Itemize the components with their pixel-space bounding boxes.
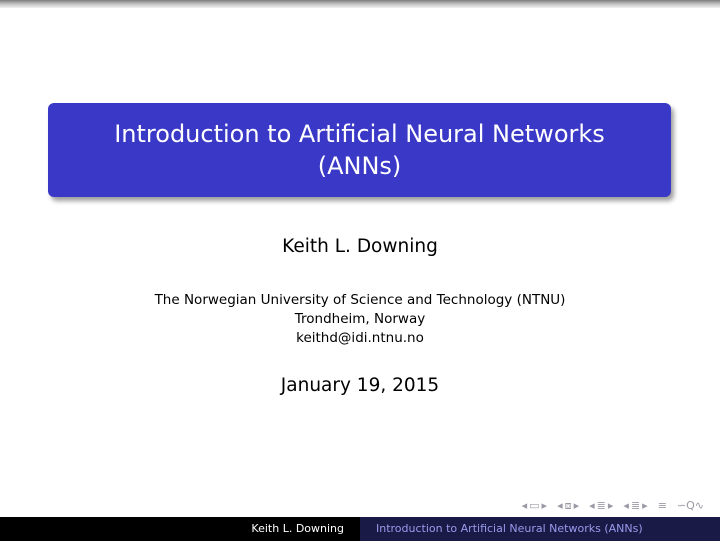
title-box bbox=[48, 103, 671, 197]
triangle-left-icon[interactable]: ◂ bbox=[589, 499, 595, 512]
triangle-left-icon[interactable]: ◂ bbox=[557, 499, 563, 512]
search-icon[interactable]: ∽Q∿ bbox=[676, 499, 704, 512]
footer bbox=[0, 517, 720, 541]
frame-icon[interactable]: ▭ bbox=[529, 499, 540, 512]
triangle-right-icon[interactable]: ▸ bbox=[541, 499, 548, 512]
triangle-left-icon[interactable]: ◂ bbox=[623, 499, 629, 512]
subsection-icon[interactable]: ⧈ bbox=[564, 499, 572, 512]
date: January 19, 2015 bbox=[280, 375, 440, 396]
footer-author: Keith L. Downing bbox=[251, 522, 344, 535]
section-icon[interactable]: ≣ bbox=[630, 499, 641, 512]
title-line-2: (ANNs) bbox=[317, 152, 402, 180]
triangle-right-icon[interactable]: ▸ bbox=[573, 499, 580, 512]
location: Trondheim, Norway bbox=[294, 311, 426, 327]
author: Keith L. Downing bbox=[282, 236, 438, 257]
beamer-navigation bbox=[522, 500, 710, 512]
institution: The Norwegian University of Science and Technology (NTNU) bbox=[154, 292, 566, 308]
institution-block bbox=[0, 291, 720, 348]
section-icon[interactable]: ≣ bbox=[596, 499, 606, 512]
triangle-right-icon[interactable]: ▸ bbox=[607, 499, 614, 512]
footer-title: Introduction to Artificial Neural Networks (ANNs) bbox=[360, 517, 720, 541]
slide-title bbox=[100, 118, 620, 182]
top-shade bbox=[0, 0, 720, 8]
triangle-right-icon[interactable]: ▸ bbox=[642, 499, 648, 512]
title-line-1: Introduction to Artificial Neural Networks bbox=[114, 120, 605, 148]
align-icon[interactable]: ≡ bbox=[657, 499, 667, 512]
triangle-left-icon[interactable]: ◂ bbox=[521, 499, 528, 512]
email: keithd@idi.ntnu.no bbox=[296, 330, 424, 346]
